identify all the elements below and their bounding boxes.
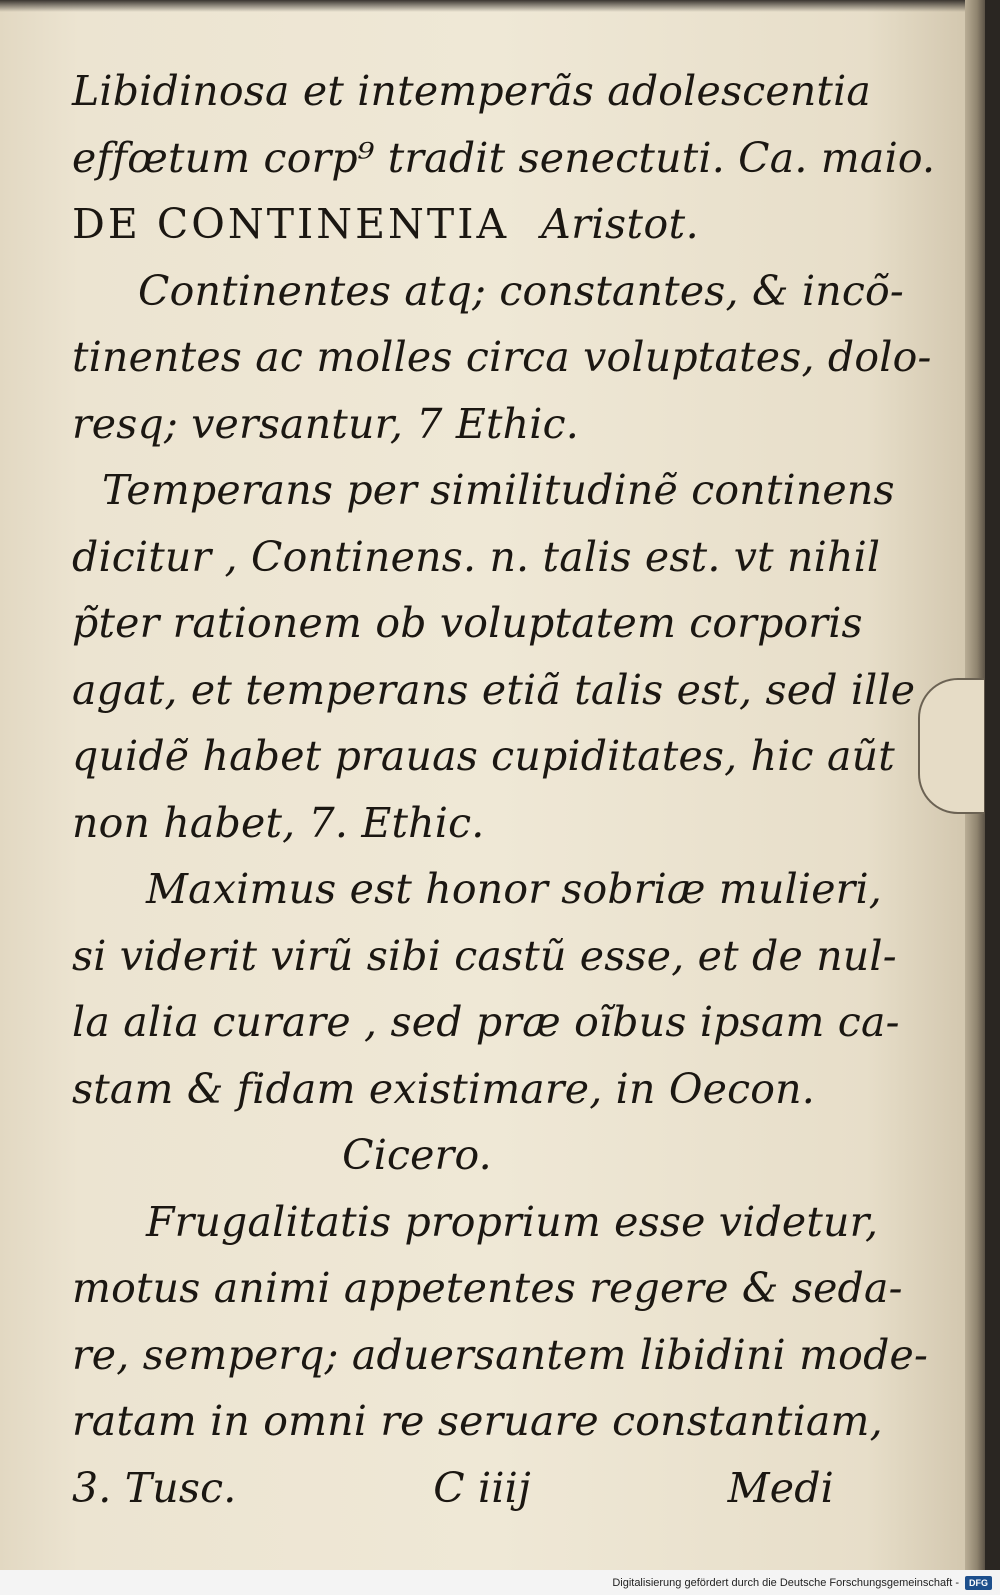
text-line: tinentes ac molles circa voluptates, dolo- — [72, 333, 932, 381]
credit-text: Digitalisierung gefördert durch die Deutsche Forschungsgemeinschaft - — [612, 1576, 959, 1589]
catchword: Medi — [727, 1463, 834, 1512]
text-line: p̃ter rationem ob voluptatem corporis — [72, 599, 863, 647]
heading-attribution: Aristot. — [541, 200, 700, 248]
top-shadow — [0, 0, 985, 12]
page-footer — [72, 1455, 842, 1522]
text-line: dicitur , Continens. n. talis est. vt nihil — [72, 532, 881, 581]
text-line: re, semperq; aduersantem libidini mode- — [72, 1330, 929, 1379]
text-line: non habet, 7. Ethic. — [72, 798, 485, 847]
signature-mark: C iiij — [433, 1463, 531, 1512]
section-author: Cicero. — [342, 1131, 492, 1179]
text-line: Frugalitatis proprium esse videtur, — [146, 1197, 879, 1246]
dfg-logo: DFG — [965, 1576, 992, 1590]
text-line: si viderit virũ sibi castũ esse, et de nul- — [72, 931, 897, 980]
text-line: quidẽ habet prauas cupiditates, hic aũt — [72, 732, 895, 780]
section-heading — [72, 191, 842, 258]
text-line: Continentes atq; constantes, & incõ- — [138, 266, 904, 315]
text-line: stam & fidam existimare, in Oecon. — [72, 1064, 815, 1113]
credit-bar — [0, 1570, 1000, 1595]
footer-citation: 3. Tusc. — [72, 1463, 237, 1512]
text-line: effœtum corp⁹ tradit senectuti. Ca. maio. — [72, 133, 936, 182]
text-line: Maximus est honor sobriæ mulieri, — [146, 865, 883, 913]
text-line: la alia curare , sed præ oĩbus ipsam ca- — [72, 998, 900, 1046]
text-line: ratam in omni re seruare constantiam, — [72, 1397, 883, 1445]
text-line: Temperans per similitudinẽ continens — [102, 466, 895, 514]
page-clip-tab — [918, 678, 984, 814]
text-line: resq; versantur, 7 Ethic. — [72, 399, 579, 448]
text-line: Libidinosa et intemperãs adolescentia — [72, 67, 872, 115]
text-line: motus animi appetentes regere & seda- — [72, 1264, 903, 1312]
text-line: agat, et temperans etiã talis est, sed ille — [72, 665, 916, 714]
page-text — [72, 58, 936, 1521]
heading-title: DE CONTINENTIA — [72, 200, 510, 248]
